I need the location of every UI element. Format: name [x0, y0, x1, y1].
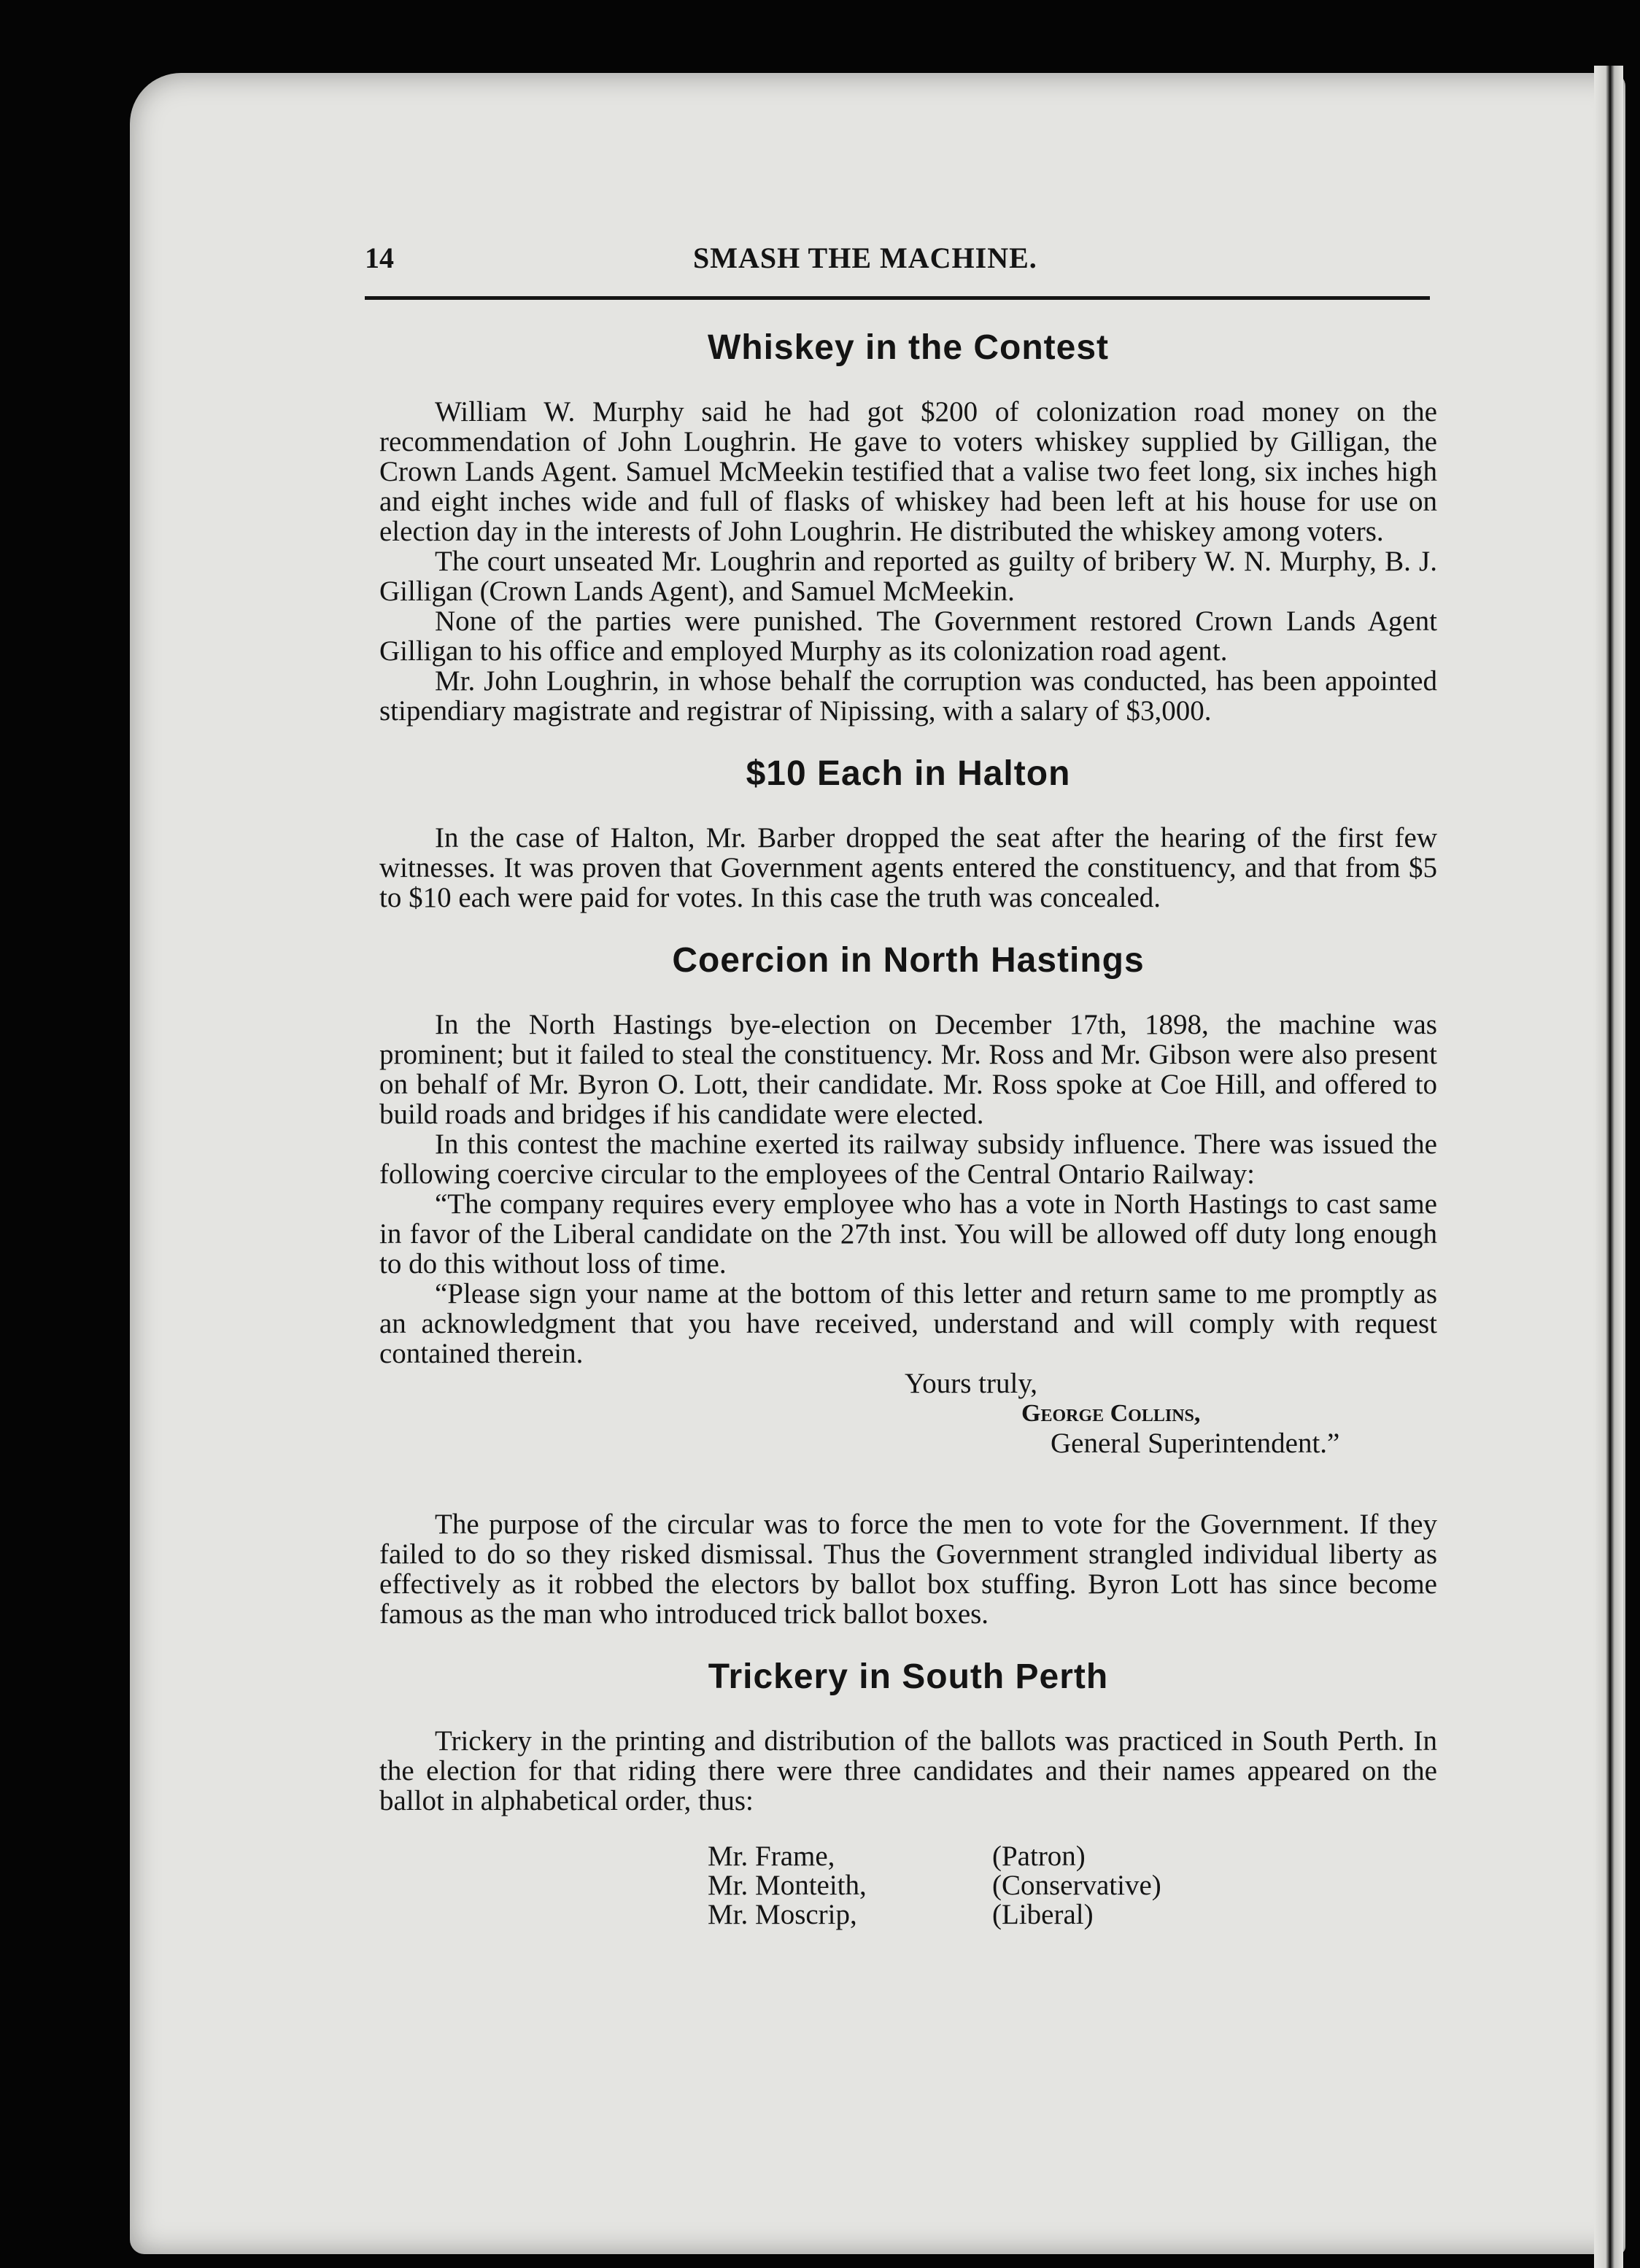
- candidate-party: (Liberal): [992, 1899, 1094, 1930]
- section-heading-south-perth: Trickery in South Perth: [708, 1657, 1109, 1696]
- paragraph: None of the parties were punished. The Government restored Crown Lands Agent Gilligan to his office and employed Murphy as its colonization road agent.: [379, 605, 1437, 667]
- paragraph: William W. Murphy said he had got $200 of colonization road money on the recommendation of John Loughrin. He gave to voters whiskey supplied by Gilligan, the Crown Lands Agent. Samuel McMeekin testified that a valise two feet long, six inches high and eight inches wide and full of flasks of whiskey had been left at his house for use on election day in the interests of John Loughrin. He distributed the whiskey among voters.: [379, 396, 1437, 547]
- candidate-name: Mr. Moscrip,: [708, 1899, 857, 1930]
- letter-signatory-title: General Superintendent.”: [1051, 1428, 1340, 1459]
- page-number: 14: [365, 241, 394, 274]
- candidate-party: (Conservative): [992, 1870, 1161, 1901]
- paragraph: In the case of Halton, Mr. Barber dropped the seat after the hearing of the first few witnesses. It was proven that Government agents entered the constituency, and that from $5 to $10 each were paid for votes. In this case the truth was concealed.: [379, 822, 1437, 913]
- section-heading-halton: $10 Each in Halton: [746, 754, 1071, 793]
- candidate-row: [708, 1900, 1437, 1930]
- paragraph: In this contest the machine exerted its railway subsidy influence. There was issued the following coercive circular to the employees of the Central Ontario Railway:: [379, 1129, 1437, 1190]
- running-head: [365, 241, 1437, 285]
- paragraph: In the North Hastings bye-election on December 17th, 1898, the machine was prominent; but it failed to steal the constituency. Mr. Ross and Mr. Gibson were also present on behalf of Mr. Byron O. Lott, their candidate. Mr. Ross spoke at Coe Hill, and offered to build roads and bridges if his candidate were elected.: [379, 1009, 1437, 1130]
- paragraph: The court unseated Mr. Loughrin and reported as guilty of bribery W. N. Murphy, B. J. Gilligan (Crown Lands Agent), and Samuel McMeekin.: [379, 546, 1437, 607]
- candidate-list: [708, 1842, 1437, 1930]
- quoted-paragraph: “The company requires every employee who has a vote in North Hastings to cast same in favor of the Liberal candidate on the 27th inst. You will be allowed off duty long enough to do this without loss of time.: [379, 1188, 1437, 1280]
- quoted-paragraph: “Please sign your name at the bottom of this letter and return same to me promptly as an acknowledgment that you have received, understand and will comply with request contained therein.: [379, 1278, 1437, 1369]
- candidate-name: Mr. Frame,: [708, 1841, 835, 1872]
- paragraph: Trickery in the printing and distribution of the ballots was practiced in South Perth. In the election for that riding there were three candidates and their names appeared on the ballot in alphabetical order, thus:: [379, 1725, 1437, 1816]
- candidate-row: [708, 1871, 1437, 1900]
- book-spine: [1594, 66, 1623, 2268]
- letter-closing: Yours truly,: [905, 1368, 1038, 1399]
- letter-signatory: George Collins,: [1021, 1400, 1201, 1427]
- page-content: [365, 241, 1437, 1930]
- paragraph: The purpose of the circular was to force the men to vote for the Government. If they failed to do so they risked dismissal. Thus the Government strangled individual liberty as effectively as it robbed the electors by ballot box stuffing. Byron Lott has since become famous as the man who introduced trick ballot boxes.: [379, 1509, 1437, 1630]
- candidate-name: Mr. Monteith,: [708, 1870, 867, 1901]
- paragraph: Mr. John Loughrin, in whose behalf the corruption was conducted, has been appointed stipendiary magistrate and registrar of Nipissing, with a salary of $3,000.: [379, 665, 1437, 727]
- spacer: [379, 1458, 1437, 1509]
- book-title: SMASH THE MACHINE.: [693, 241, 1037, 274]
- section-heading-north-hastings: Coercion in North Hastings: [672, 941, 1145, 980]
- header-rule: [365, 296, 1430, 300]
- section-heading-whiskey: Whiskey in the Contest: [707, 328, 1110, 367]
- candidate-party: (Patron): [992, 1841, 1086, 1872]
- candidate-row: [708, 1842, 1437, 1871]
